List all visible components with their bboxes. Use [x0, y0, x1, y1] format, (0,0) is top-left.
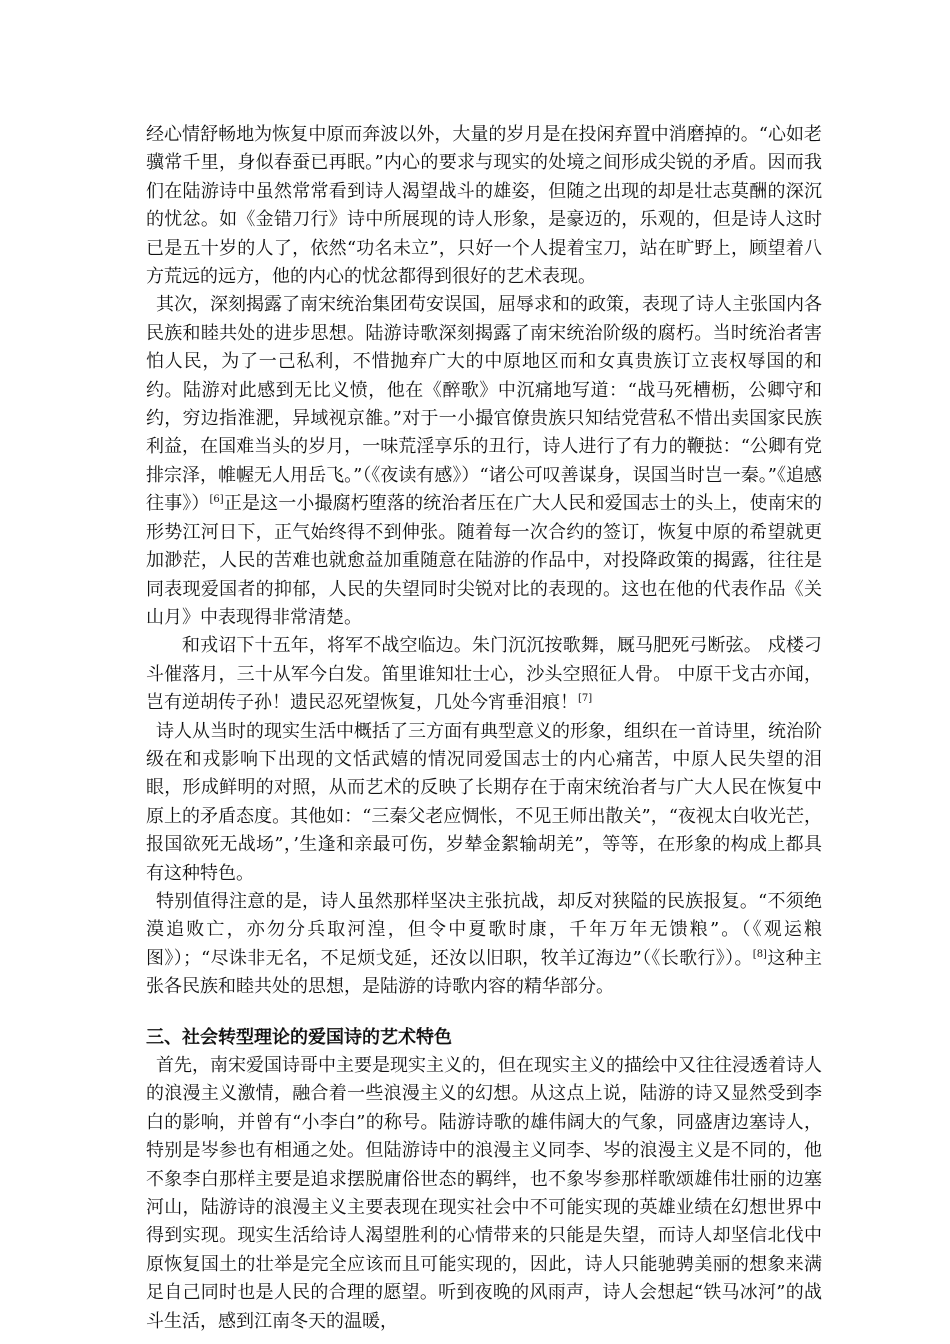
- section-heading: 三、社会转型理论的爱国诗的艺术特色: [146, 1026, 452, 1048]
- paragraph-1: [146, 121, 822, 291]
- poem-guanshanyue: [146, 632, 822, 717]
- section-spacer: [146, 1002, 822, 1024]
- footnote-ref-6: [6]: [209, 494, 224, 506]
- poem-text: 和戎诏下十五年，将军不战空临边。朱门沉沉按歌舞，厩马肥死弓断弦。 戍楼刁斗催落月，三十从军今白发。笛里谁知壮士心，沙头空照征人骨。 中原干戈古亦闻，岂有逆胡传子孙！遗民忍死望恢复，几处今宵垂泪痕！: [146, 635, 822, 714]
- paragraph-5: [146, 1052, 822, 1336]
- paragraph-3-text: 诗人从当时的现实生活中概括了三方面有典型意义的形象，组织在一首诗里，统治阶级在和戎影响下出现的文恬武嬉的情况同爱国志士的内心痛苦，中原人民失望的泪眼，形成鲜明的对照，从而艺术的反映了长期存在于南宋统治者与广大人民在恢复中原上的矛盾态度。其他如：“三秦父老应惆怅，不见王师出散关”，“夜视太白收光芒，报国欲死无战场”，’生逢和亲最可伤，岁辇金絮输胡羌”，等等，在形象的构成上都具有这种特色。: [146, 720, 822, 884]
- paragraph-1-text: 经心情舒畅地为恢复中原而奔波以外，大量的岁月是在投闲弃置中消磨掉的。“心如老骥常千里，身似春蚕已再眠。”内心的要求与现实的处境之间形成尖锐的矛盾。因而我们在陆游诗中虽然常常看到诗人渴望战斗的雄姿，但随之出现的却是壮志莫酬的深沉的忧忿。如《金错刀行》诗中所展现的诗人形象，是豪迈的，乐观的，但是诗人这时已是五十岁的人了，依然“功名未立”，只好一个人提着宝刀，站在旷野上，顾望着八方荒远的远方，他的内心的忧忿都得到很好的艺术表现。: [146, 124, 822, 288]
- paragraph-2-text-a: 其次，深刻揭露了南宋统治集团苟安误国，屈辱求和的政策，表现了诗人主张国内各民族和睦共处的进步思想。陆游诗歌深刻揭露了南宋统治阶级的腐朽。当时统治者害怕人民，为了一己私利，不惜抛弃广大的中原地区而和女真贵族订立丧权辱国的和约。陆游对此感到无比义愤，他在《醉歌》中沉痛地写道：“战马死槽枥，公卿守和约，穷边指淮淝，异域视京雒。”对于一小撮官僚贵族只知结党营私不惜出卖国家民族利益，在国难当头的岁月，一味荒淫享乐的丑行，诗人进行了有力的鞭挞：“公卿有党排宗泽，帷幄无人用岳飞。”（《夜读有感》）“诸公可叹善谋身，误国当时岂一秦。”《追感往事》）: [146, 294, 822, 515]
- paragraph-5-text: 首先，南宋爱国诗哥中主要是现实主义的，但在现实主义的描绘中又往往浸透着诗人的浪漫主义激情，融合着一些浪漫主义的幻想。从这点上说，陆游的诗又显然受到李白的影响，并曾有“小李白”的称号。陆游诗歌的雄伟阔大的气象，同盛唐边塞诗人，特别是岑参也有相通之处。但陆游诗中的浪漫主义同李、岑的浪漫主义是不同的，他不象李白那样主要是追求摆脱庸俗世态的羁绊，也不象岑参那样歌颂雄伟壮丽的边塞河山，陆游诗的浪漫主义主要表现在现实社会中不可能实现的英雄业绩在幻想世界中得到实现。现实生活给诗人渴望胜利的心情带来的只能是失望，而诗人却坚信北伐中原恢复国土的壮举是完全应该而且可能实现的，因此，诗人只能驰骋美丽的想象来满足自己同时也是人民的合理的愿望。听到夜晚的风雨声，诗人会想起“铁马冰河”的战斗生活，感到江南冬天的温暖，: [146, 1055, 822, 1332]
- document-page: [146, 121, 822, 1336]
- footnote-ref-8: [8]: [752, 948, 767, 960]
- paragraph-4-text-b: 这种主张各民族和睦共处的思想，是陆游的诗歌内容的精华部分。: [146, 947, 823, 998]
- paragraph-2: [146, 291, 822, 632]
- paragraph-4: [146, 888, 822, 1002]
- footnote-ref-7: [7]: [578, 693, 593, 705]
- paragraph-2-text-b: 正是这一小撮腐朽堕落的统治者压在广大人民和爱国志士的头上，使南宋的形势江河日下，正气始终得不到伸张。随着每一次合约的签订，恢复中原的希望就更加渺茫，人民的苦难也就愈益加重随意在陆游的作品中，对投降政策的揭露，往往是同表现爱国者的抑郁，人民的失望同时尖锐对比的表现的。这也在他的代表作品《关山月》中表现得非常清楚。: [146, 493, 823, 628]
- paragraph-4-text-a: 特别值得注意的是，诗人虽然那样坚决主张抗战，却反对狭隘的民族报复。“不须绝漠追败亡，亦勿分兵取河湟，但令中夏歌时康，千年万年无馈粮”。（《观运粮图》）；“尽诛非无名，不足烦戈延，还汝以旧职，牧羊辽海边”（《长歌行》）。: [146, 890, 822, 969]
- paragraph-3: [146, 718, 822, 888]
